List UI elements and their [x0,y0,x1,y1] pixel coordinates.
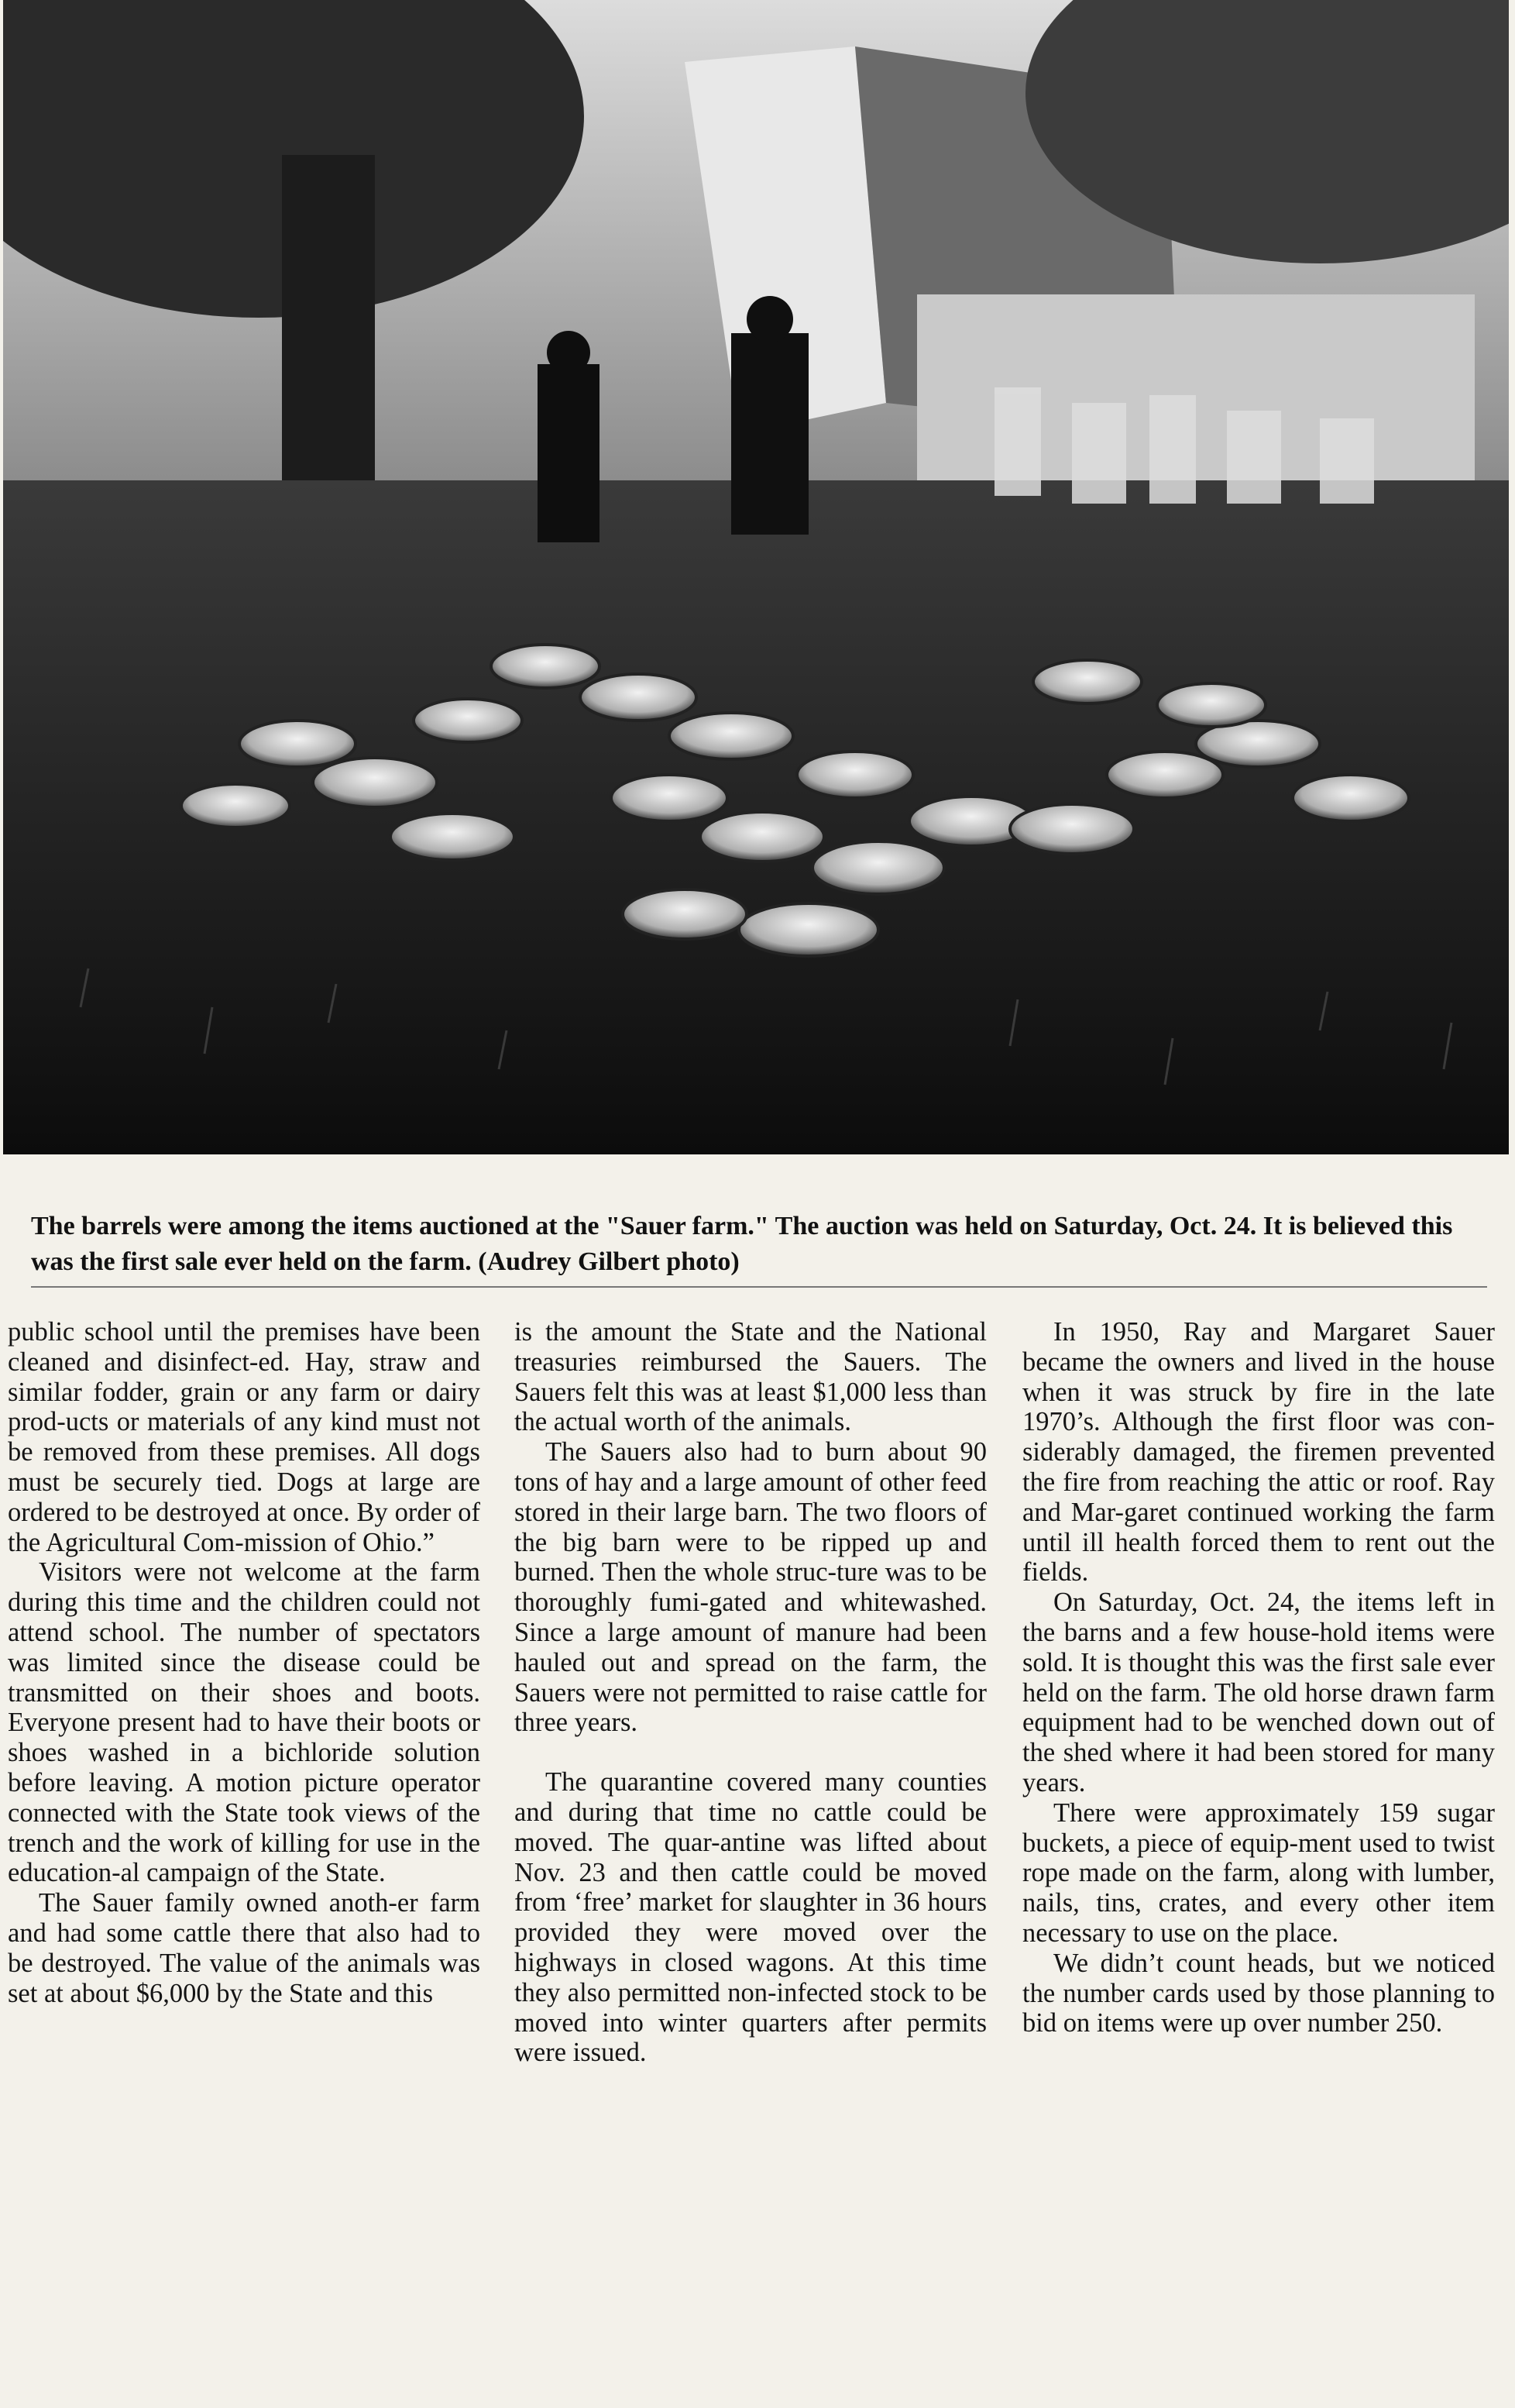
paragraph: public school until the premises have been cleaned and disinfect-ed. Hay, straw and similar fodder, grain or any farm or dairy prod-ucts or materials of any kind must not be removed from these premises. All dogs must be securely tied. Dogs at large are ordered to be destroyed at once. By order of the Agricultural Com-mission of Ohio.” [8,1317,480,1557]
caption-divider [31,1286,1487,1288]
article-column-2 [514,1317,987,2068]
paragraph: The Sauer family owned anoth-er farm and had some cattle there that also had to be destroyed. The value of the animals was set at about $6,000 by the State and this [8,1888,480,2008]
paragraph: There were approximately 159 sugar buckets, a piece of equip-ment used to twist rope made on the farm, along with lumber, nails, tins, crates, and every other item necessary to use on the place. [1022,1797,1495,1948]
article-column-3 [1022,1317,1495,2038]
paragraph: We didn’t count heads, but we noticed the number cards used by those planning to bid on items were up over number 250. [1022,1948,1495,2038]
paragraph: On Saturday, Oct. 24, the items left in the barns and a few house-hold items were sold. It is thought this was the first sale ever held on the farm. The old horse drawn farm equipment had to be wenched down out of the shed where it had been stored for many years. [1022,1588,1495,1797]
auction-photo-image [3,0,1509,1154]
paragraph: In 1950, Ray and Margaret Sauer became the owners and lived in the house when it was struck by fire in the late 1970’s. Although the first floor was con-siderably damaged, the firemen prevented the fire from reaching the attic or roof. Ray and Mar-garet continued working the farm until ill health forced them to rent out the fields. [1022,1317,1495,1588]
paragraph: The quarantine covered many counties and during that time no cattle could be moved. The quar-antine was lifted about Nov. 23 and then cattle could be moved from ‘free’ market for slaughter in 36 hours provided they were moved over the highways in closed wagons. At this time they also permitted non-infected stock to be moved into winter quarters after permits were issued. [514,1767,987,2068]
photo-caption [31,1209,1487,1280]
paragraph: The Sauers also had to burn about 90 tons of hay and a large amount of other feed stored in their large barn. The two floors of the big barn were to be ripped up and burned. Then the whole struc-ture was to be thoroughly fumi-gated and whitewashed. Since a large amount of manure had been hauled out and spread on the farm, the Sauers were not permitted to raise cattle for three years. [514,1437,987,1738]
auction-photo [3,0,1509,1154]
paragraph: is the amount the State and the National treasuries reimbursed the Sauers. The Sauers felt this was at least $1,000 less than the actual worth of the animals. [514,1317,987,1437]
article-column-1 [8,1317,480,2008]
caption-text: The barrels were among the items auctioned at the "Sauer farm." The auction was held on Saturday, Oct. 24. It is believed this was the first sale ever held on the farm. (Audrey Gilbert photo) [31,1212,1453,1276]
paragraph: Visitors were not welcome at the farm during this time and the children could not attend school. The number of spectators was limited since the disease could be transmitted on their shoes and boots. Everyone present had to have their boots or shoes washed in a bichloride solution before leaving. A motion picture operator connected with the State took views of the trench and the work of killing for use in the education-al campaign of the State. [8,1557,480,1888]
